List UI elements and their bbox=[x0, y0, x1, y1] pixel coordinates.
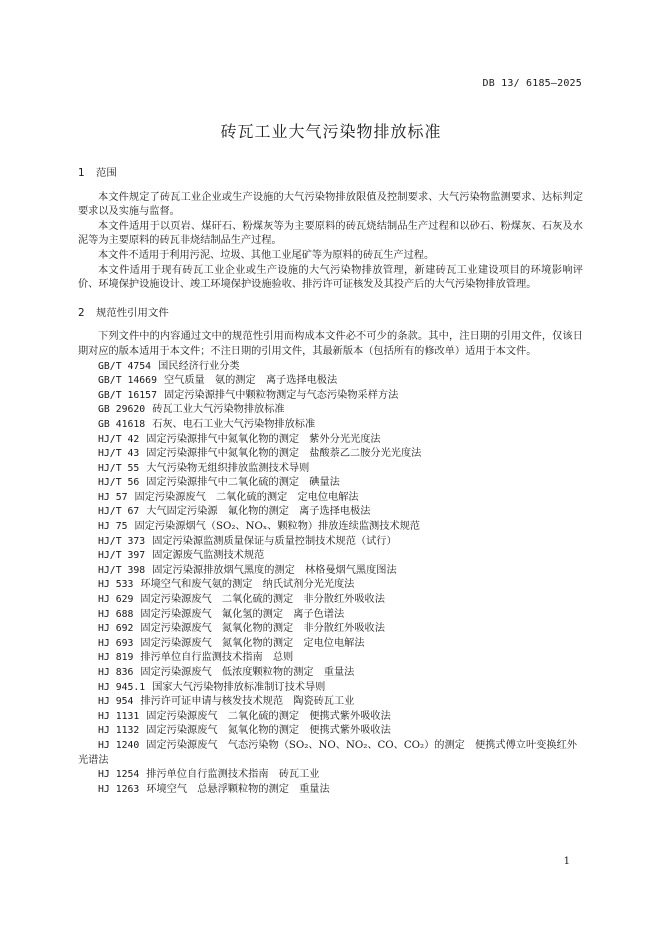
reference-title: 空气质量 氨的测定 离子选择电极法 bbox=[163, 375, 338, 387]
reference-code: HJ 57 bbox=[98, 491, 128, 503]
reference-item bbox=[78, 476, 583, 491]
reference-title: 固定污染源废气 氟化氢的测定 离子色谱法 bbox=[140, 608, 345, 620]
reference-item bbox=[78, 695, 583, 710]
reference-title: 固定污染源废气 氮氧化物的测定 便携式紫外吸收法 bbox=[146, 725, 391, 737]
reference-title: 固定污染源排气中氮氧化物的测定 紫外分光光度法 bbox=[146, 433, 381, 445]
reference-code: HJ/T 397 bbox=[98, 550, 146, 562]
reference-title: 固定污染源排气中颗粒物测定与气态污染物采样方法 bbox=[163, 389, 399, 401]
reference-item bbox=[78, 593, 583, 608]
reference-code: HJ 1131 bbox=[98, 710, 140, 722]
section-title: 规范性引用文件 bbox=[96, 306, 169, 319]
section-title: 范围 bbox=[96, 167, 117, 179]
reference-item bbox=[78, 637, 583, 652]
reference-code: GB/T 4754 bbox=[98, 360, 152, 372]
reference-title: 固定污染源排气中氮氧化物的测定 盐酸萘乙二胺分光光度法 bbox=[146, 448, 422, 460]
reference-item bbox=[78, 651, 583, 666]
section-heading-scope bbox=[78, 166, 583, 181]
reference-code: HJ/T 43 bbox=[98, 448, 140, 460]
reference-code: HJ 1240 bbox=[98, 739, 140, 751]
reference-item bbox=[78, 549, 583, 564]
reference-code: HJ/T 398 bbox=[98, 564, 146, 576]
reference-code: HJ 75 bbox=[98, 521, 128, 533]
reference-item bbox=[78, 564, 583, 579]
reference-title: 固定污染源排放烟气黑度的测定 林格曼烟气黑度图法 bbox=[152, 564, 397, 576]
reference-item bbox=[78, 491, 583, 506]
reference-item bbox=[78, 520, 583, 535]
scope-paragraph: 本文件适用于现有砖瓦工业企业或生产设施的大气污染物排放管理，新建砖瓦工业建设项目的环境影响评价、环境保护设施设计、竣工环境保护设施验收、排污许可证核发及其投产后的大气污染物排放管理。 bbox=[78, 264, 583, 291]
reference-title: 固定污染源监测质量保证与质量控制技术规范（试行） bbox=[152, 535, 397, 547]
reference-code: HJ/T 373 bbox=[98, 535, 146, 547]
reference-code: HJ 819 bbox=[98, 652, 134, 664]
document-title: 砖瓦工业大气污染物排放标准 bbox=[220, 122, 442, 141]
reference-code: HJ 1263 bbox=[98, 783, 140, 795]
reference-item bbox=[78, 447, 583, 462]
reference-code: HJ 533 bbox=[98, 579, 134, 591]
reference-code: HJ 688 bbox=[98, 608, 134, 620]
reference-title: 排污单位自行监测技术指南 砖瓦工业 bbox=[146, 769, 320, 781]
reference-title: 固定污染源废气 氮氧化物的测定 非分散红外吸收法 bbox=[140, 623, 385, 635]
reference-title: 大气污染物无组织排放监测技术导则 bbox=[146, 462, 310, 474]
reference-title: 石灰、电石工业大气污染物排放标准 bbox=[152, 418, 316, 430]
reference-title: 大气固定污染源 氟化物的测定 离子选择电极法 bbox=[146, 506, 371, 518]
reference-code: HJ/T 42 bbox=[98, 433, 140, 445]
reference-title: 排污许可证申请与核发技术规范 陶瓷砖瓦工业 bbox=[140, 696, 355, 708]
reference-item bbox=[78, 389, 583, 404]
reference-list bbox=[78, 360, 583, 798]
reference-item bbox=[78, 433, 583, 448]
reference-item bbox=[78, 666, 583, 681]
reference-title: 固定污染源废气 气态污染物（SO₂、NO、NO₂、CO、CO₂）的测定 便携式傅立叶变换红外光谱法 bbox=[78, 739, 577, 766]
reference-item bbox=[78, 403, 583, 418]
reference-title: 固定污染源废气 氮氧化物的测定 定电位电解法 bbox=[140, 637, 365, 649]
reference-title: 固定污染源烟气（SO₂、NOₓ、颗粒物）排放连续监测技术规范 bbox=[134, 521, 420, 533]
reference-title: 固定污染源排气中二氧化硫的测定 碘量法 bbox=[146, 477, 340, 489]
document-id: DB 13/ 6185—2025 bbox=[482, 78, 582, 89]
reference-code: GB/T 14669 bbox=[98, 375, 157, 387]
reference-code: HJ 836 bbox=[98, 667, 134, 678]
reference-title: 环境空气 总悬浮颗粒物的测定 重量法 bbox=[146, 783, 330, 795]
reference-title: 固定污染源废气 二氧化硫的测定 定电位电解法 bbox=[134, 491, 359, 503]
reference-code: HJ 692 bbox=[98, 623, 134, 635]
reference-code: HJ 954 bbox=[98, 696, 134, 708]
reference-code: GB 29620 bbox=[98, 404, 146, 416]
section-number: 1 bbox=[78, 167, 85, 179]
scope-paragraph: 本文件不适用于利用污泥、垃圾、其他工业尾矿等为原料的砖瓦生产过程。 bbox=[98, 249, 435, 261]
reference-item bbox=[78, 360, 583, 375]
reference-title: 固定污染源废气 二氧化硫的测定 非分散红外吸收法 bbox=[140, 594, 385, 606]
reference-item bbox=[78, 608, 583, 623]
scope-paragraph: 本文件规定了砖瓦工业企业或生产设施的大气污染物排放限值及控制要求、大气污染物监测要求、达标判定要求以及实施与监督。 bbox=[78, 191, 583, 218]
reference-title: 固定污染源废气 低浓度颗粒物的测定 重量法 bbox=[140, 667, 355, 678]
reference-code: HJ 945.1 bbox=[98, 681, 146, 693]
reference-item bbox=[78, 681, 583, 696]
reference-code: HJ 693 bbox=[98, 637, 134, 649]
reference-code: HJ 1132 bbox=[98, 725, 140, 737]
reference-code: HJ/T 55 bbox=[98, 462, 140, 474]
reference-title: 国家大气污染物排放标准制订技术导则 bbox=[152, 681, 326, 693]
reference-item bbox=[78, 535, 583, 550]
reference-code: HJ 629 bbox=[98, 594, 134, 606]
reference-item bbox=[78, 710, 583, 725]
reference-item bbox=[78, 578, 583, 593]
reference-title: 固定源废气监测技术规范 bbox=[152, 550, 265, 562]
reference-item bbox=[78, 374, 583, 389]
reference-title: 固定污染源废气 二氧化硫的测定 便携式紫外吸收法 bbox=[146, 710, 391, 722]
reference-code: HJ 1254 bbox=[98, 769, 140, 781]
reference-code: GB 41618 bbox=[98, 418, 146, 430]
scope-paragraph: 本文件适用于以页岩、煤矸石、粉煤灰等为主要原料的砖瓦烧结制品生产过程和以砂石、粉煤灰、石灰及水泥等为主要原料的砖瓦非烧结制品生产过程。 bbox=[78, 220, 583, 247]
reference-item bbox=[78, 622, 583, 637]
reference-title: 国民经济行业分类 bbox=[158, 360, 240, 372]
reference-item bbox=[78, 739, 583, 768]
reference-title: 排污单位自行监测技术指南 总则 bbox=[140, 652, 294, 664]
reference-title: 环境空气和废气氨的测定 纳氏试剂分光光度法 bbox=[140, 579, 355, 591]
page-number: 1 bbox=[563, 856, 570, 867]
reference-code: HJ/T 56 bbox=[98, 477, 140, 489]
reference-item bbox=[78, 462, 583, 477]
reference-item bbox=[78, 724, 583, 739]
reference-item bbox=[78, 768, 583, 783]
reference-item bbox=[78, 783, 583, 798]
reference-code: HJ/T 67 bbox=[98, 506, 140, 518]
section-heading-normative-references bbox=[78, 306, 583, 321]
references-intro: 下列文件中的内容通过文中的规范性引用而构成本文件必不可少的条款。其中，注日期的引用文件，仅该日期对应的版本适用于本文件；不注日期的引用文件，其最新版本（包括所有的修改单）适用于本文件。 bbox=[78, 331, 583, 357]
reference-item bbox=[78, 418, 583, 433]
reference-title: 砖瓦工业大气污染物排放标准 bbox=[152, 404, 285, 416]
reference-code: GB/T 16157 bbox=[98, 389, 157, 401]
reference-item bbox=[78, 505, 583, 520]
section-number: 2 bbox=[78, 306, 85, 319]
document-body bbox=[78, 166, 583, 797]
